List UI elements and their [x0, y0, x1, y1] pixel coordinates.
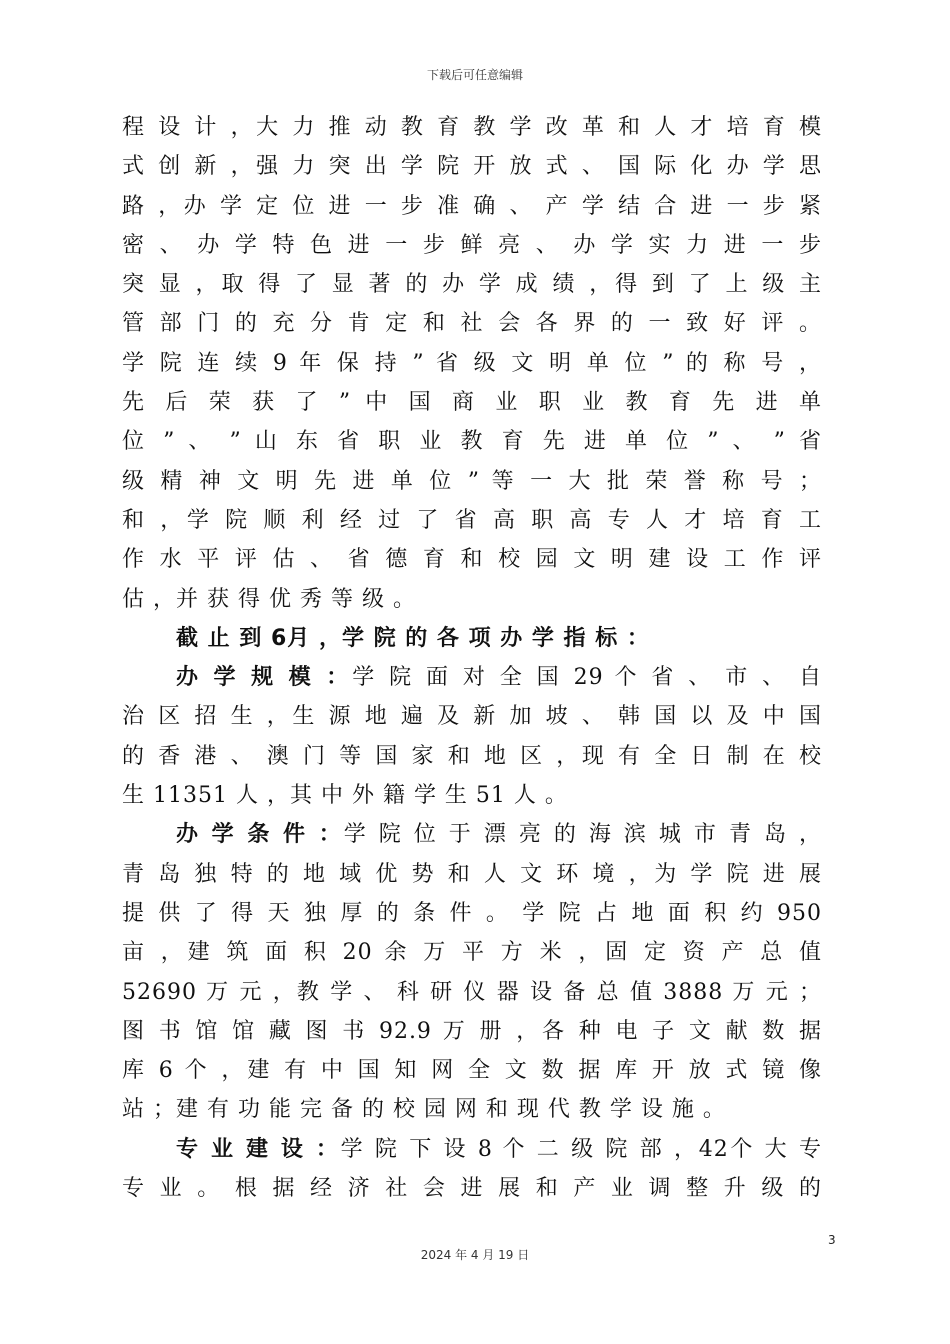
text-line: 和 ，学 院 顺 利 经 过 了 省 高 职 高 专 人 才 培 育 工 — [122, 507, 822, 533]
text-line — [122, 1130, 822, 1169]
text-line: 青 岛 独 特 的 地 域 优 势 和 人 文 环 境 ，为 学 院 进 展 — [122, 861, 822, 887]
text-line — [122, 815, 822, 854]
page-header: 下载后可任意编辑 — [426, 68, 523, 82]
text-line: 站 ；建 有 功 能 完 备 的 校 园 网 和 现 代 教 学 设 施 。 — [122, 1097, 726, 1123]
text-line: 密 、 办 学 特 色 进 一 步 鲜 亮 、 办 学 实 力 进 一 步 — [122, 232, 822, 258]
text-line: 的 香 港 、 澳 门 等 国 家 和 地 区 ，现 有 全 日 制 在 校 — [122, 743, 822, 769]
text-line: 生 11351 人 ，其 中 外 籍 学 生 51 人 。 — [122, 783, 568, 809]
text-line: 作 水 平 评 估 、 省 德 育 和 校 园 文 明 建 设 工 作 评 — [122, 547, 822, 573]
scale-label: 办 学 规 模 ： — [176, 665, 353, 691]
text-line: 先 后 荣 获 了 ” 中 国 商 业 职 业 教 育 先 进 单 — [122, 390, 822, 416]
paragraph-scale — [122, 658, 822, 815]
text-line: 亩 ，建 筑 面 积 20 余 万 平 方 米 ，固 定 资 产 总 值 — [122, 940, 822, 966]
text-line: 管 部 门 的 充 分 肯 定 和 社 会 各 界 的 一 致 好 评 。 — [122, 311, 822, 337]
paragraph-conditions — [122, 815, 822, 1129]
body-text — [122, 108, 822, 1208]
text-line: 突 显 ，取 得 了 显 著 的 办 学 成 绩 ，得 到 了 上 级 主 — [122, 272, 822, 298]
text-line: 路 ，办 学 定 位 进 一 步 准 确 、 产 学 结 合 进 一 步 紧 — [122, 193, 822, 219]
text-line: 图 书 馆 馆 藏 图 书 92.9 万 册 ，各 种 电 子 文 献 数 据 — [122, 1018, 822, 1044]
text-line: 库 6 个 ，建 有 中 国 知 网 全 文 数 据 库 开 放 式 镜 像 — [122, 1058, 822, 1084]
text-line: 级 精 神 文 明 先 进 单 位 ” 等 一 大 批 荣 誉 称 号 ； — [122, 468, 822, 494]
text-line: 专 业 。 根 据 经 济 社 会 进 展 和 产 业 调 整 升 级 的 — [122, 1176, 822, 1202]
text-line: 位 ” 、 ” 山 东 省 职 业 教 育 先 进 单 位 ” 、 ” 省 — [122, 429, 822, 455]
paragraph-achievements — [122, 108, 822, 619]
text-line: 程 设 计 ，大 力 推 动 教 育 教 学 改 革 和 人 才 培 育 模 — [122, 115, 822, 140]
page-footer-date: 2024 年 4 月 19 日 — [420, 1248, 530, 1262]
conditions-first-line: 学 院 位 于 漂 亮 的 海 滨 城 市 青 岛 ， — [343, 822, 822, 848]
page-number: 3 — [828, 1233, 836, 1247]
text-line — [122, 658, 822, 697]
text-line: 提 供 了 得 天 独 厚 的 条 件 。 学 院 占 地 面 积 约 950 — [122, 900, 822, 926]
conditions-label: 办 学 条 件 ： — [176, 822, 344, 848]
scale-first-line: 学 院 面 对 全 国 29 个 省 、 市 、 自 — [352, 665, 822, 691]
text-line: 学 院 连 续 9 年 保 持 ” 省 级 文 明 单 位 ” 的 称 号 ， — [122, 350, 822, 376]
text-line: 52690 万 元 ，教 学 、 科 研 仪 器 设 备 总 值 3888 万 元 ； — [122, 979, 822, 1005]
majors-label: 专 业 建 设 ： — [176, 1136, 341, 1162]
text-line: 估 ，并 获 得 优 秀 等 级 。 — [122, 586, 416, 612]
majors-first-line: 学 院 下 设 8 个 二 级 院 部 ，42个 大 专 — [340, 1136, 822, 1162]
text-line: 式 创 新 ，强 力 突 出 学 院 开 放 式 、 国 际 化 办 学 思 — [122, 154, 822, 180]
section-heading: 截 止 到 6月 ，学 院 的 各 项 办 学 指 标 ： — [176, 625, 650, 651]
text-line: 治 区 招 生 ，生 源 地 遍 及 新 加 坡 、 韩 国 以 及 中 国 — [122, 704, 822, 730]
paragraph-majors — [122, 1130, 822, 1209]
